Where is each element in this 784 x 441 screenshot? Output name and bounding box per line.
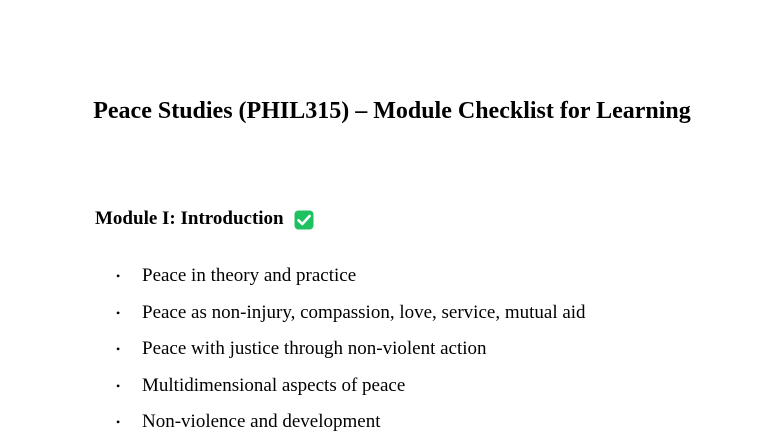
bullet: •	[116, 342, 121, 356]
page-title: Peace Studies (PHIL315) – Module Checklist for Learning	[93, 98, 691, 124]
bullet: •	[116, 415, 121, 429]
bullet: •	[116, 269, 121, 283]
module-heading-label: Module I: Introduction	[95, 208, 284, 229]
bullet: •	[116, 305, 121, 320]
list-item-text: Non-violence and development	[142, 411, 381, 432]
list-item-text: Peace as non-injury, compassion, love, service, mutual aid	[142, 301, 586, 323]
list-item-text: Peace in theory and practice	[142, 265, 357, 286]
check-mark-icon	[294, 210, 314, 230]
list-item-text: Multidimensional aspects of peace	[142, 374, 406, 396]
module-heading	[95, 206, 314, 232]
bullet: •	[116, 378, 121, 393]
list-item-text: Peace with justice through non-violent action	[142, 338, 487, 359]
